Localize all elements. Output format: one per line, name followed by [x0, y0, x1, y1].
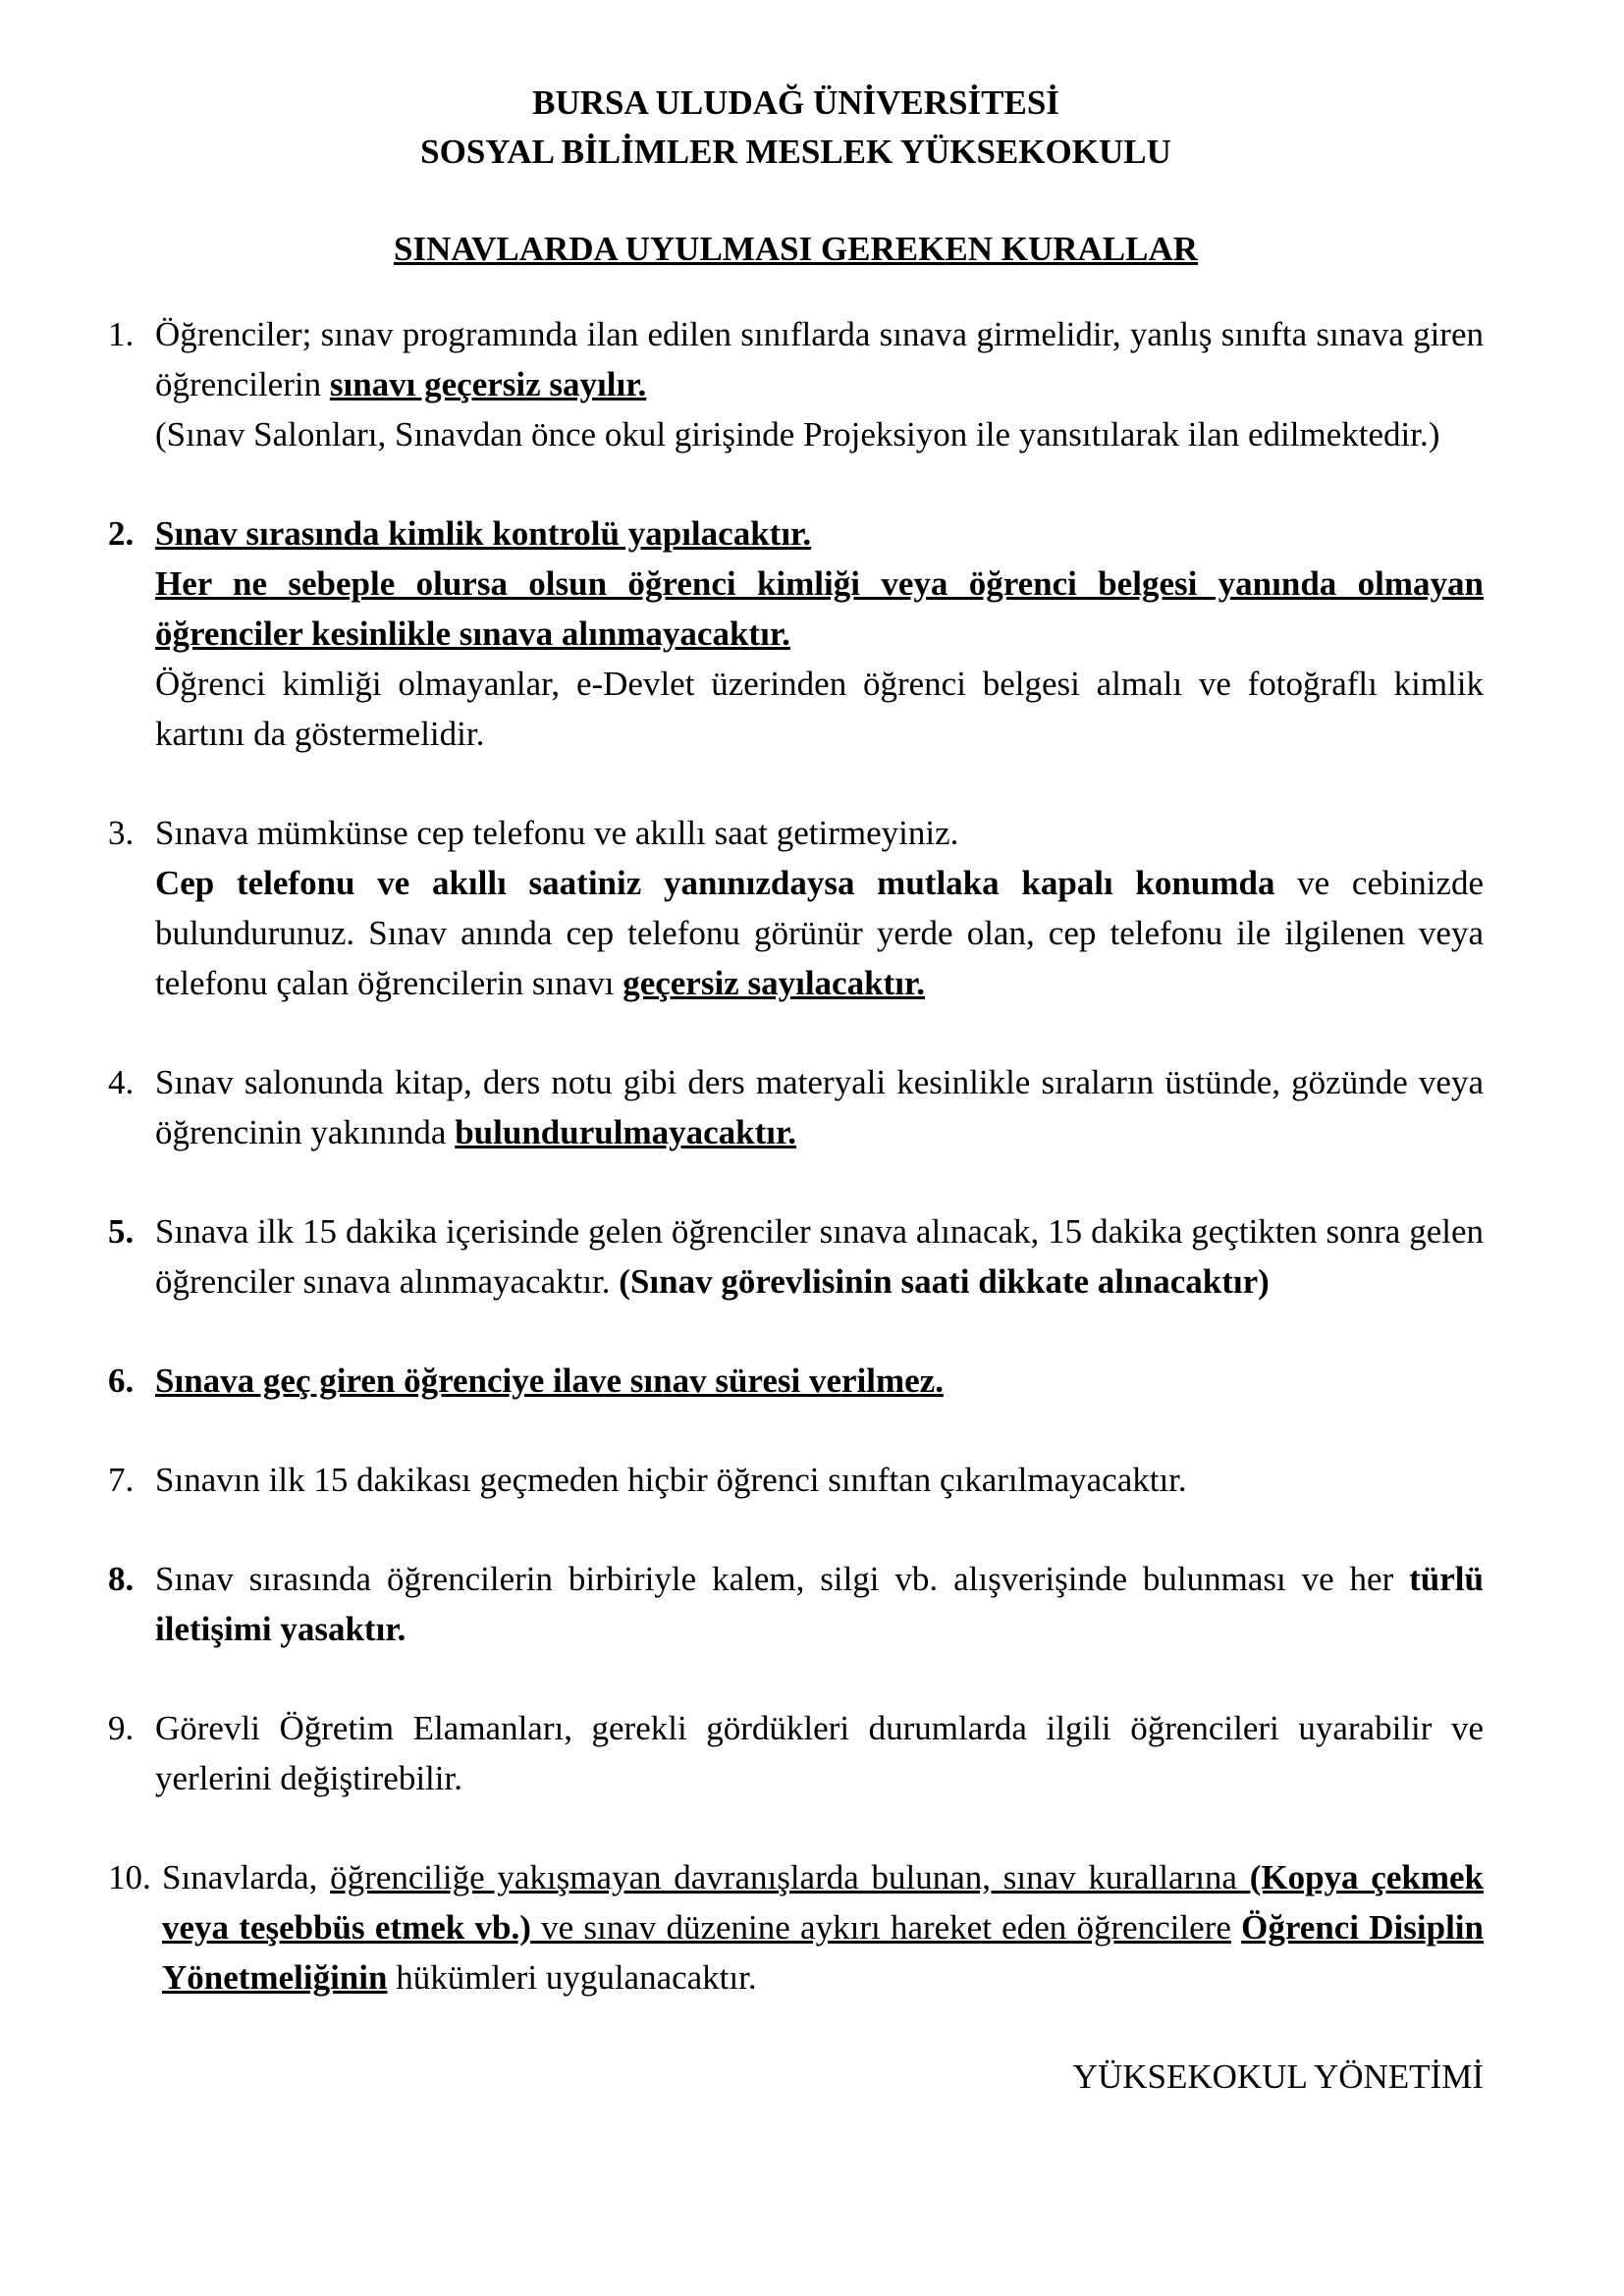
rule-text-emphasis: Cep telefonu ve akıllı saatiniz yanınızdaysa mutlaka kapalı konumda [155, 864, 1275, 902]
rule-text: Öğrenciler; sınav programında ilan edilen sınıflarda sınava girmelidir, yanlış sınıfta sınava giren öğrencilerin [155, 315, 1484, 403]
rule-text-block [155, 864, 1484, 1002]
document-header [108, 79, 1484, 177]
rule-text-emphasis: Sınav sırasında kimlik kontrolü yapılacaktır. [155, 514, 812, 553]
rule-text-emphasis: sınavı geçersiz sayılır. [329, 365, 647, 403]
rule-text-emphasis: Öğrenci Disiplin Yönetmeliğinin [162, 1908, 1484, 1997]
rule-text: Sınava ilk 15 dakika içerisinde gelen öğrenciler sınava alınacak, 15 dakika geçtikten sonra gelen öğrenciler sınava alınmayacaktır. [155, 1212, 1484, 1301]
rule-8 [108, 1554, 1484, 1654]
document-title: SINAVLARDA UYULMASI GEREKEN KURALLAR [393, 230, 1199, 268]
rule-number: 3. [108, 814, 135, 852]
rule-text-emphasis: (Sınav görevlisinin saati dikkate alınacaktır) [619, 1262, 1270, 1301]
rule-text [1231, 1908, 1241, 1947]
rule-note: Öğrenci kimliği olmayanlar, e-Devlet üzerinden öğrenci belgesi almalı ve fotoğraflı kimlik kartını da göstermelidir. [155, 665, 1484, 753]
rule-text: Sınavlarda, [162, 1858, 331, 1896]
rule-10 [108, 1852, 1484, 2002]
rule-number: 8. [108, 1560, 135, 1598]
rule-text-underlined: öğrenciliğe yakışmayan davranışlarda bulunan, sınav kurallarına [330, 1858, 1250, 1896]
rule-2 [108, 508, 1484, 759]
rule-text-emphasis: (Kopya çekmek veya teşebbüs etmek vb.) [162, 1858, 1484, 1947]
rule-3 [108, 808, 1484, 1008]
rule-text: Görevli Öğretim Elamanları, gerekli gördükleri durumlarda ilgili öğrencileri uyarabilir ve yerlerini değiştirebilir. [155, 1709, 1484, 1797]
rule-text-emphasis: Sınava geç giren öğrenciye ilave sınav süresi verilmez. [155, 1362, 944, 1400]
rule-number: 1. [108, 315, 135, 353]
university-name: BURSA ULUDAĞ ÜNİVERSİTESİ [532, 83, 1059, 122]
rule-text: Sınav sırasında öğrencilerin birbiriyle kalem, silgi vb. alışverişinde bulunması ve her [155, 1560, 1410, 1598]
rule-6 [108, 1356, 1484, 1406]
rule-text-emphasis: bulundurulmayacaktır. [455, 1113, 797, 1151]
rule-text-underlined: ve sınav düzenine aykırı hareket eden öğrencilere [530, 1908, 1231, 1947]
signature: YÜKSEKOKUL YÖNETİMİ [1072, 2057, 1484, 2096]
rule-4 [108, 1057, 1484, 1157]
rule-number: 2. [108, 514, 135, 553]
rule-text-emphasis: Her ne sebeple olursa olsun öğrenci kimliği veya öğrenci belgesi yanında olmayan öğrenciler kesinlikle sınava alınmayacaktır. [155, 564, 1484, 653]
rule-number: 6. [108, 1362, 135, 1400]
rule-7 [108, 1455, 1484, 1505]
rule-5 [108, 1206, 1484, 1307]
rules-list [108, 309, 1484, 2002]
rule-9 [108, 1703, 1484, 1803]
rule-text-emphasis: geçersiz sayılacaktır. [623, 964, 925, 1002]
school-name: SOSYAL BİLİMLER MESLEK YÜKSEKOKULU [420, 133, 1171, 171]
rule-text: hükümleri uygulanacaktır. [387, 1958, 757, 1997]
rule-text: ve cebinizde bulundurunuz. Sınav anında cep telefonu görünür yerde olan, cep telefonu ile ilgilenen veya telefonu çalan öğrencilerin sınavı [155, 864, 1485, 1002]
rule-note: (Sınav Salonları, Sınavdan önce okul girişinde Projeksiyon ile yansıtılarak ilan edilmektedir.) [155, 415, 1440, 454]
rule-number: 9. [108, 1709, 135, 1747]
rule-number: 10. [108, 1858, 151, 1896]
rule-text-emphasis: türlü iletişimi yasaktır. [155, 1560, 1484, 1648]
rule-1 [108, 309, 1484, 459]
rule-text: Sınava mümkünse cep telefonu ve akıllı saat getirmeyiniz. [155, 814, 959, 852]
rule-number: 5. [108, 1212, 135, 1251]
rule-number: 4. [108, 1063, 135, 1101]
rule-number: 7. [108, 1461, 135, 1499]
rule-text: Sınavın ilk 15 dakikası geçmeden hiçbir öğrenci sınıftan çıkarılmayacaktır. [155, 1461, 1187, 1499]
rule-text: Sınav salonunda kitap, ders notu gibi ders materyali kesinlikle sıraların üstünde, gözünde veya öğrencinin yakınında [155, 1063, 1484, 1151]
